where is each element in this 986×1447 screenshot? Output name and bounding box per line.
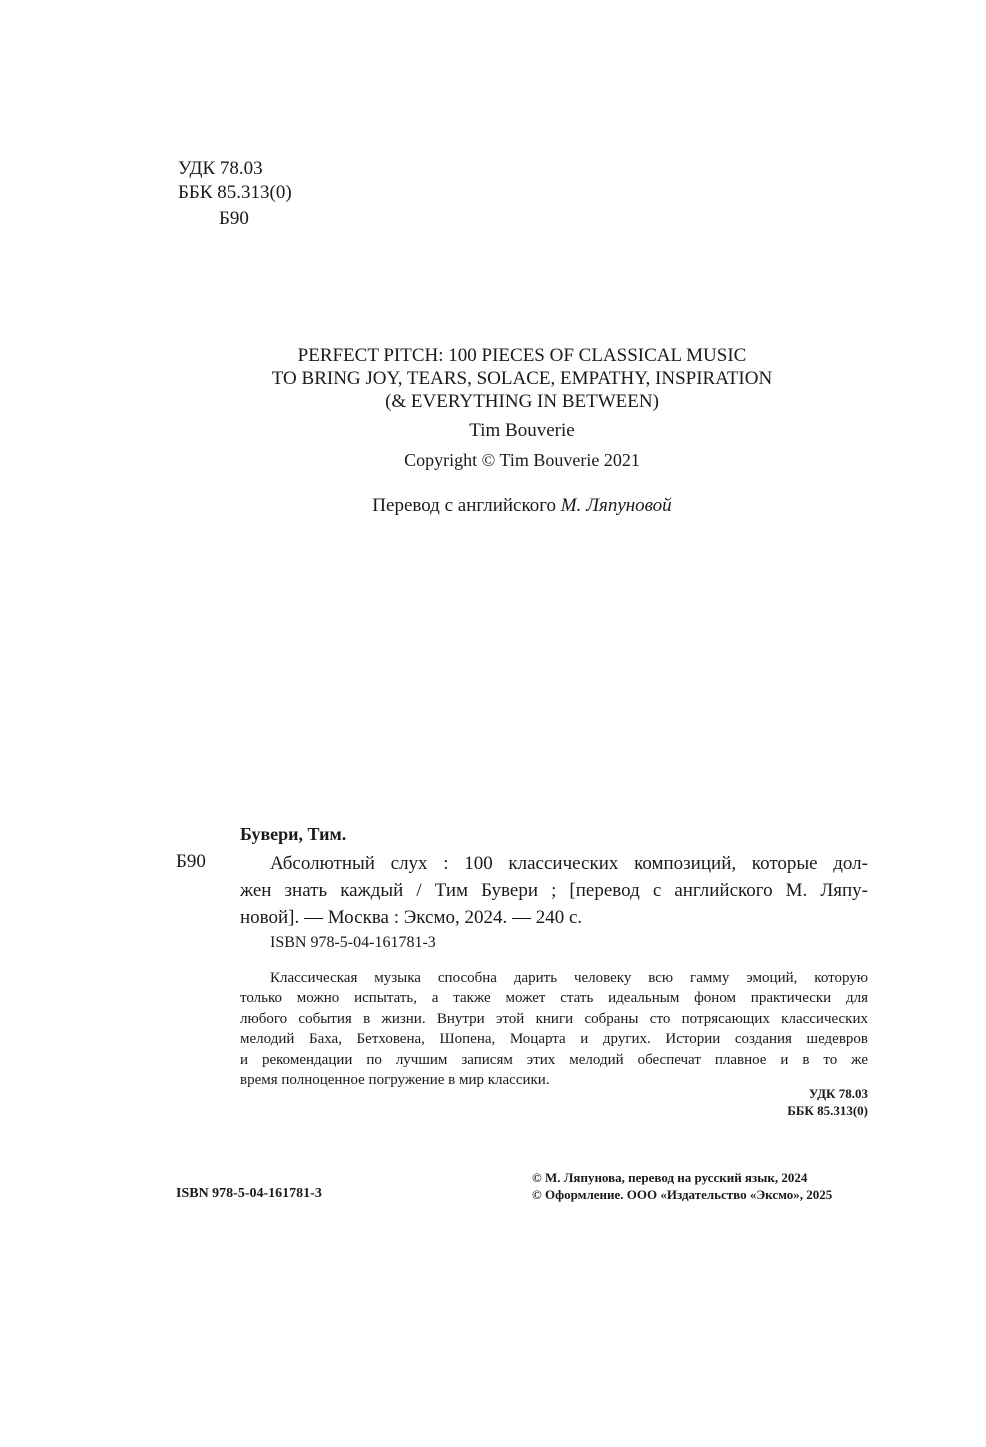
- footer-copyright-translation: © М. Ляпунова, перевод на русский язык, 2024: [532, 1170, 808, 1185]
- original-copyright: Copyright © Tim Bouverie 2021: [404, 450, 640, 470]
- annotation-line: и рекомендации по лучшим записям этих мелодий обеспечат плавное и в то же: [240, 1051, 868, 1068]
- original-title-line-3: (& EVERYTHING IN BETWEEN): [385, 391, 659, 412]
- bibliographic-heading: Бувери, Тим.: [240, 824, 347, 844]
- annotation: [240, 968, 868, 1090]
- original-author: Tim Bouverie: [469, 420, 575, 441]
- annotation-line: время полноценное погружение в мир классики.: [240, 1072, 550, 1089]
- udk-code: УДК 78.03: [178, 158, 263, 179]
- original-title-line-2: TO BRING JOY, TEARS, SOLACE, EMPATHY, INSPIRATION: [271, 368, 773, 389]
- annotation-udk: УДК 78.03: [808, 1086, 868, 1101]
- bibliographic-line: жен знать каждый / Тим Бувери ; [перевод с английского М. Ляпу-: [240, 880, 868, 901]
- bibliographic-isbn: ISBN 978-5-04-161781-3: [270, 934, 436, 951]
- bibliographic-line: Абсолютный слух : 100 классических композиций, которые дол-: [270, 853, 868, 874]
- annotation-line: мелодий Баха, Бетховена, Шопена, Моцарта и других. Истории создания шедевров: [240, 1031, 868, 1048]
- annotation-line: любого события в жизни. Внутри этой книги собраны сто потрясающих классических: [240, 1010, 868, 1027]
- translation-credit: [0, 494, 986, 517]
- annotation-line: только можно испытать, а также может стать идеальным фоном практически для: [240, 990, 868, 1007]
- annotation-line: Классическая музыка способна дарить человеку всю гамму эмоций, которую: [270, 970, 868, 986]
- footer-copyright-design: © Оформление. ООО «Издательство «Эксмо», 2025: [532, 1187, 833, 1202]
- bibliographic-author-mark: Б90: [176, 851, 206, 872]
- author-mark: Б90: [219, 208, 249, 229]
- bibliographic-line: новой]. — Москва : Эксмо, 2024. — 240 с.: [240, 907, 583, 928]
- bibliographic-description: [240, 850, 868, 931]
- bbk-code: ББК 85.313(0): [178, 182, 292, 203]
- footer-isbn: ISBN 978-5-04-161781-3: [176, 1186, 322, 1201]
- original-title-line-1: PERFECT PITCH: 100 PIECES OF CLASSICAL MUSIC: [297, 345, 747, 366]
- annotation-bbk: ББК 85.313(0): [787, 1103, 868, 1118]
- translator-name: М. Ляпуновой: [560, 495, 672, 516]
- translation-prefix: Перевод с английского: [372, 495, 557, 516]
